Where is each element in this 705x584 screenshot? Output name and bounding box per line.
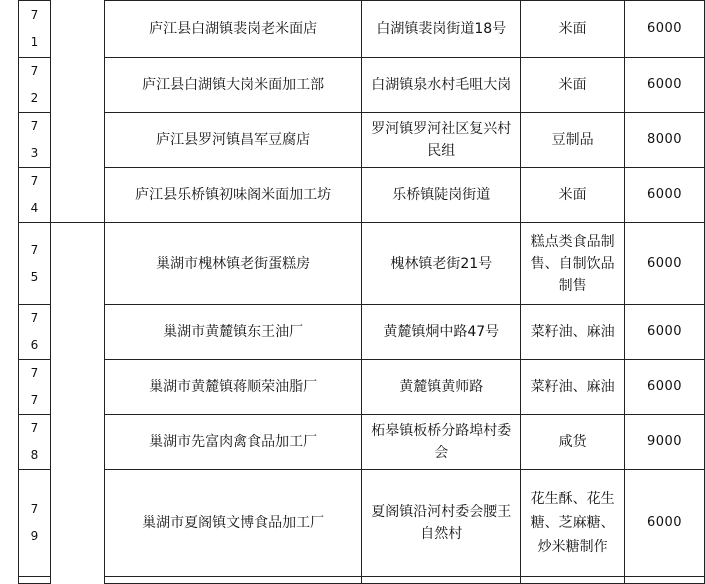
- row-number: 7 8: [19, 415, 51, 470]
- row-number: 7 5: [19, 223, 51, 305]
- amount: 6000: [625, 223, 705, 305]
- business-category: 米面: [521, 58, 625, 113]
- business-name: 庐江县白湖镇裴岗老米面店: [104, 1, 362, 58]
- amount: 6000: [625, 58, 705, 113]
- business-category: 豆制品: [521, 113, 625, 168]
- table-row: [19, 58, 705, 113]
- business-category: 菜籽油、麻油: [521, 305, 625, 360]
- region-cell: [50, 1, 104, 223]
- amount: 6000: [625, 360, 705, 415]
- business-category: 米面: [521, 1, 625, 58]
- business-name: 巢湖市先富肉禽食品加工厂: [104, 415, 362, 470]
- business-name: [104, 577, 362, 584]
- business-category: 咸货: [521, 415, 625, 470]
- row-number: 7 4: [19, 168, 51, 223]
- table-row: [19, 360, 705, 415]
- business-category: 糕点类食品制售、自制饮品制售: [521, 223, 625, 305]
- business-address: 白湖镇裴岗街道18号: [362, 1, 521, 58]
- table-row: [19, 1, 705, 58]
- table-row-partial: [19, 577, 705, 584]
- business-name: 庐江县罗河镇昌军豆腐店: [104, 113, 362, 168]
- amount: 9000: [625, 415, 705, 470]
- business-name: 庐江县乐桥镇初味阁米面加工坊: [104, 168, 362, 223]
- amount: 6000: [625, 470, 705, 577]
- business-category: 花生酥、花生糖、芝麻糖、炒米糖制作: [521, 470, 625, 577]
- business-address: 黄麓镇烔中路47号: [362, 305, 521, 360]
- row-number: 7 2: [19, 58, 51, 113]
- row-number: 7 1: [19, 1, 51, 58]
- business-address: 柘皋镇板桥分路埠村委会: [362, 415, 521, 470]
- row-number: 7 3: [19, 113, 51, 168]
- table-row: [19, 223, 705, 305]
- food-business-table: [18, 0, 705, 584]
- table-row: [19, 470, 705, 577]
- region-cell: [50, 223, 104, 584]
- business-name: 巢湖市黄麓镇蒋顺荣油脂厂: [104, 360, 362, 415]
- business-category: 米面: [521, 168, 625, 223]
- row-number: 7 9: [19, 470, 51, 577]
- amount: 6000: [625, 1, 705, 58]
- business-address: 黄麓镇黄师路: [362, 360, 521, 415]
- amount: [625, 577, 705, 584]
- table-row: [19, 113, 705, 168]
- business-address: 乐桥镇陡岗街道: [362, 168, 521, 223]
- amount: 6000: [625, 168, 705, 223]
- table-row: [19, 305, 705, 360]
- amount: 6000: [625, 305, 705, 360]
- business-name: 庐江县白湖镇大岗米面加工部: [104, 58, 362, 113]
- table-row: [19, 168, 705, 223]
- business-address: 罗河镇罗河社区复兴村民组: [362, 113, 521, 168]
- business-address: 槐林镇老街21号: [362, 223, 521, 305]
- row-number: 7 7: [19, 360, 51, 415]
- business-category: [521, 577, 625, 584]
- business-name: 巢湖市槐林镇老街蛋糕房: [104, 223, 362, 305]
- business-name: 巢湖市黄麓镇东王油厂: [104, 305, 362, 360]
- amount: 8000: [625, 113, 705, 168]
- business-address: [362, 577, 521, 584]
- row-number: [19, 577, 51, 584]
- business-name: 巢湖市夏阁镇文博食品加工厂: [104, 470, 362, 577]
- row-number: 7 6: [19, 305, 51, 360]
- business-category: 菜籽油、麻油: [521, 360, 625, 415]
- table-row: [19, 415, 705, 470]
- business-address: 夏阁镇沿河村委会腰王自然村: [362, 470, 521, 577]
- business-address: 白湖镇泉水村毛咀大岗: [362, 58, 521, 113]
